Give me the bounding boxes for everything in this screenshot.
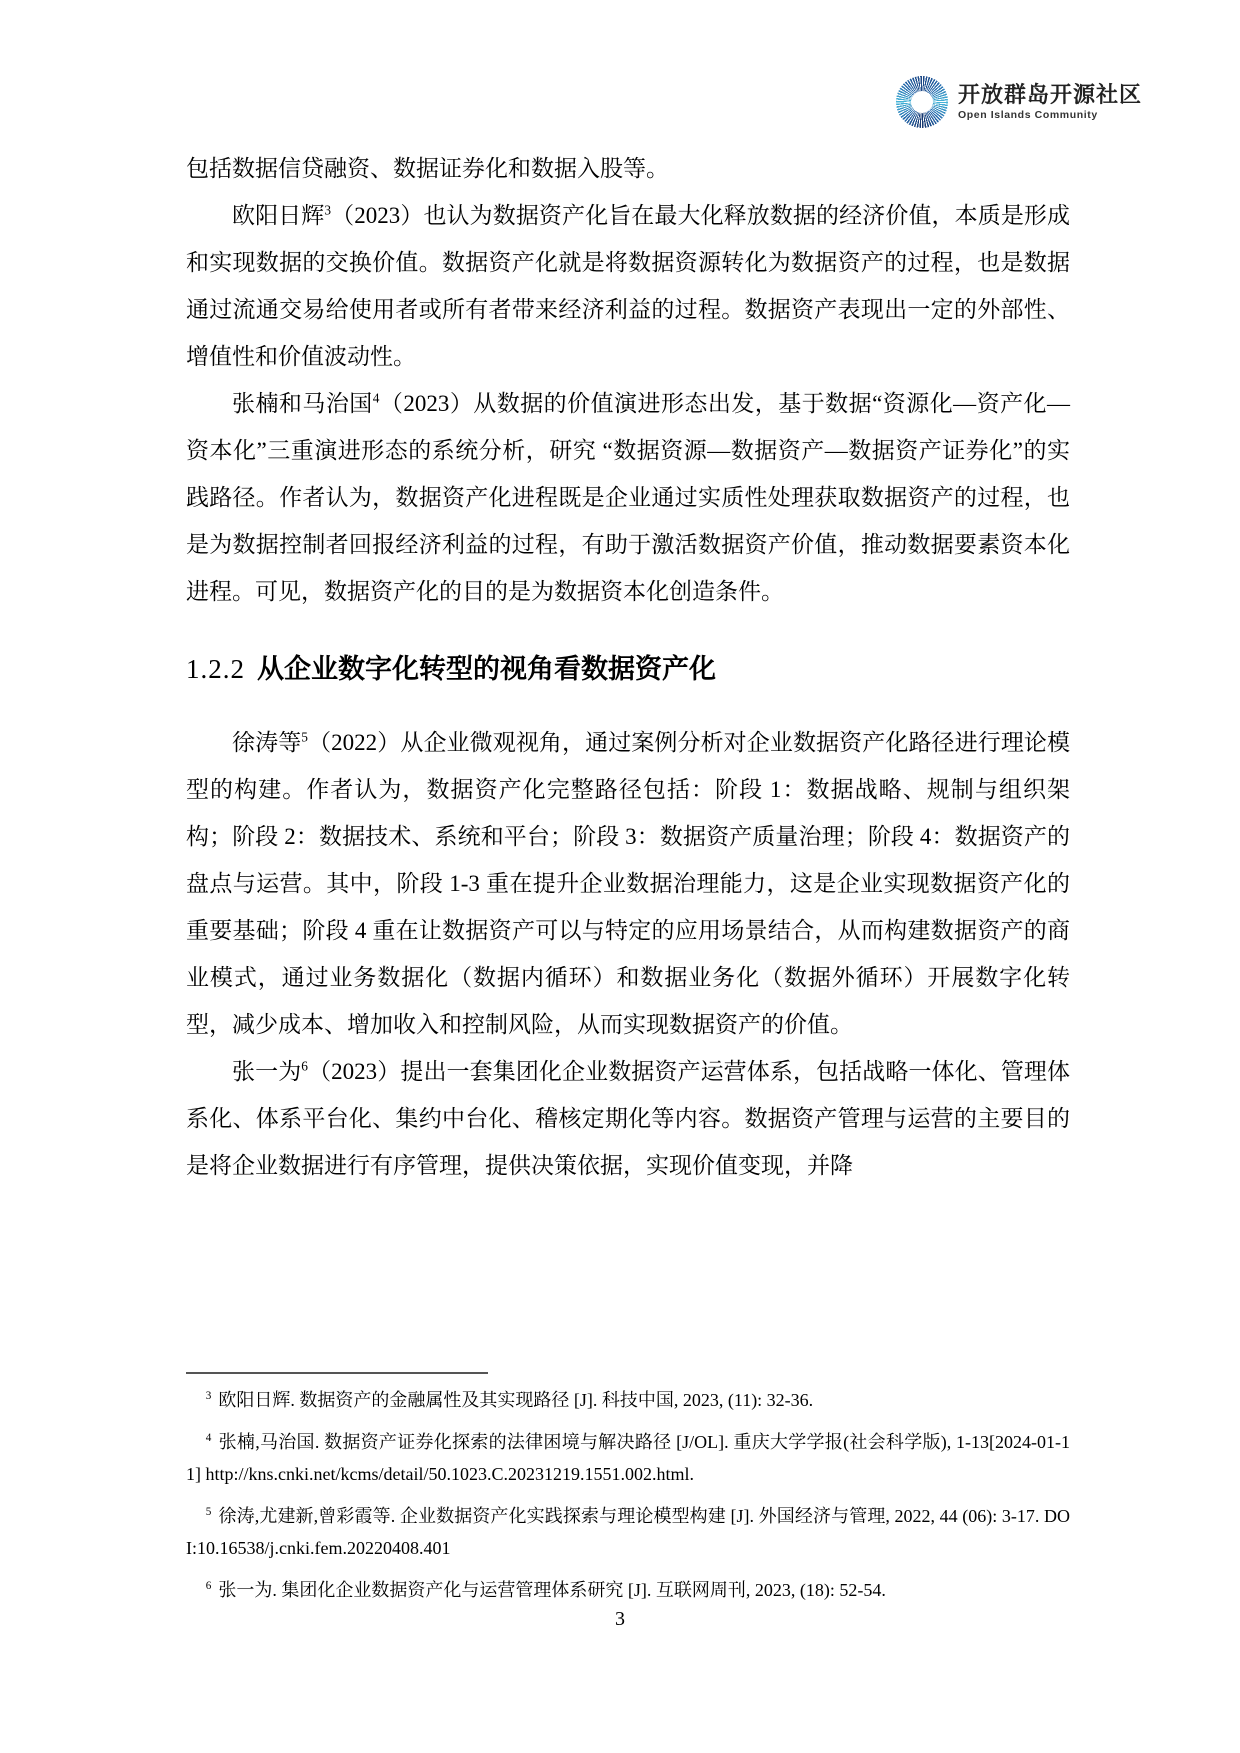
paragraph-zhangnan	[186, 380, 1070, 615]
section-number: 1.2.2	[186, 654, 245, 684]
section-title: 从企业数字化转型的视角看数据资产化	[257, 654, 716, 684]
paragraph-lead: 张一为	[232, 1059, 302, 1084]
paragraph-lead: 欧阳日辉	[232, 203, 325, 228]
footnote-5	[186, 1500, 1070, 1564]
logo	[896, 76, 1142, 128]
paragraph-text: （2023）提出一套集团化企业数据资产运营体系，包括战略一体化、管理体系化、体系平台化、集约中台化、稽核定期化等内容。数据资产管理与运营的主要目的是将企业数据进行有序管理，提供决策依据，实现价值变现，并降	[186, 1059, 1071, 1178]
footnote-4	[186, 1426, 1070, 1490]
footnote-ref-4: 4	[372, 390, 380, 406]
document-body	[186, 145, 1070, 1189]
paragraph-zhangyiwei	[186, 1048, 1070, 1189]
footnote-number: 5	[205, 1506, 212, 1518]
paragraph-ouyang	[186, 192, 1070, 380]
footnote-6	[186, 1574, 1070, 1606]
paragraph-continuation: 包括数据信贷融资、数据证券化和数据入股等。	[186, 156, 669, 181]
logo-text	[958, 81, 1143, 121]
footnote-number: 3	[205, 1390, 212, 1402]
paragraph-lead: 徐涛等	[232, 730, 302, 755]
paragraph-text: （2022）从企业微观视角，通过案例分析对企业数据资产化路径进行理论模型的构建。作者认为，数据资产化完整路径包括：阶段 1：数据战略、规制与组织架构；阶段 2：数据技术、系统和平台；阶段 3：数据资产质量治理；阶段 4：数据资产的盘点与运营。其中，阶段 1-3 重在提升企业数据治理能力，这是企业实现数据资产化的重要基础；阶段 4 重在让数据资产可以与特定的应用场景结合，从而构建数据资产的商业模式，通过业务数据化（数据内循环）和数据业务化（数据外循环）开展数字化转型，减少成本、增加收入和控制风险，从而实现数据资产的价值。	[186, 730, 1071, 1037]
paragraph-text: （2023）从数据的价值演进形态出发，基于数据“资源化—资产化—资本化”三重演进形态的系统分析，研究 “数据资源—数据资产—数据资产证券化”的实践路径。作者认为，数据资产化进程既是企业通过实质性处理获取数据资产的过程，也是为数据控制者回报经济利益的过程，有助于激活数据资产价值，推动数据要素资本化进程。可见，数据资产化的目的是为数据资本化创造条件。	[186, 391, 1070, 604]
footnote-separator	[186, 1372, 488, 1374]
logo-name-en: Open Islands Community	[958, 108, 1098, 121]
footnote-ref-3: 3	[324, 202, 332, 218]
footnote-ref-5: 5	[301, 729, 308, 745]
paragraph-lead: 张楠和马治国	[232, 391, 373, 416]
footnote-text: 徐涛,尤建新,曾彩霞等. 企业数据资产化实践探索与理论模型构建 [J]. 外国经济与管理, 2022, 44 (06): 3-17. DOI:10.16538/j.cnki.fem.20220408.401	[186, 1506, 1070, 1558]
footnote-number: 4	[205, 1432, 212, 1444]
section-heading	[186, 649, 1070, 689]
footnote-text: 欧阳日辉. 数据资产的金融属性及其实现路径 [J]. 科技中国, 2023, (11): 32-36.	[218, 1390, 814, 1410]
footnote-text: 张楠,马治国. 数据资产证券化探索的法律困境与解决路径 [J/OL]. 重庆大学学报(社会科学版), 1-13[2024-01-11] http://kns.cnki.net/kcms/detail/50.1023.C.20231219.1551.002.html.	[186, 1432, 1070, 1484]
footnote-3	[186, 1384, 1070, 1416]
sunburst-logo-icon	[896, 76, 948, 128]
page-number: 3	[615, 1608, 625, 1630]
paragraph-xutao	[186, 719, 1070, 1048]
footnote-number: 6	[205, 1580, 212, 1592]
footnotes	[186, 1384, 1070, 1616]
footnote-text: 张一为. 集团化企业数据资产化与运营管理体系研究 [J]. 互联网周刊, 2023, (18): 52-54.	[218, 1580, 886, 1600]
footnote-ref-6: 6	[301, 1058, 308, 1074]
paragraph-text: （2023）也认为数据资产化旨在最大化释放数据的经济价值，本质是形成和实现数据的交换价值。数据资产化就是将数据资源转化为数据资产的过程，也是数据通过流通交易给使用者或所有者带来经济利益的过程。数据资产表现出一定的外部性、增值性和价值波动性。	[186, 203, 1071, 369]
logo-name-zh: 开放群岛开源社区	[958, 81, 1143, 107]
